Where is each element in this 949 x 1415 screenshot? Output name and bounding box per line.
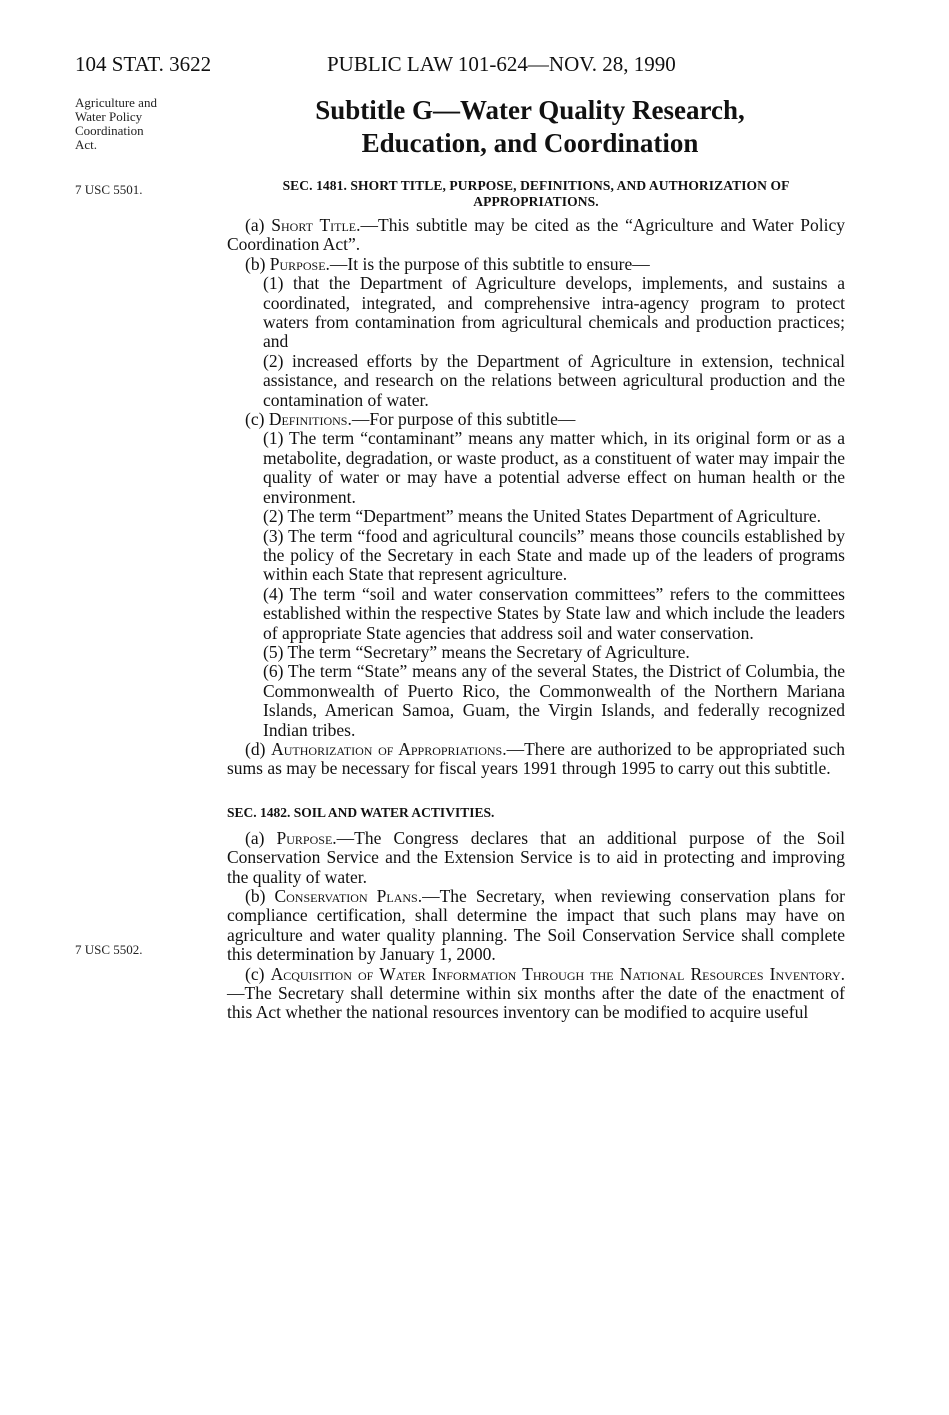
purpose-item-2: (2) increased efforts by the Department of Agriculture in extension, technical assistance, and research on the relations between agricultural production and the contamination of water. xyxy=(263,350,845,410)
paragraph-short-title: (a) Short Title.—This subtitle may be cited as the “Agriculture and Water Policy Coordination Act”. xyxy=(227,215,845,255)
stat-reference: 104 STAT. 3622 xyxy=(75,52,212,76)
subtitle-heading: Subtitle G—Water Quality Research, Education, and Coordination xyxy=(315,95,745,158)
definition-item-5: (5) The term “Secretary” means the Secretary of Agriculture. xyxy=(263,641,690,662)
section-1481-heading: SEC. 1481. SHORT TITLE, PURPOSE, DEFINITIONS, AND AUTHORIZATION OF APPROPRIATIONS. xyxy=(282,178,790,209)
definition-item-2: (2) The term “Department” means the United States Department of Agriculture. xyxy=(263,506,822,527)
section-1482-heading: SEC. 1482. SOIL AND WATER ACTIVITIES. xyxy=(227,804,495,820)
purpose-item-1: (1) that the Department of Agriculture develops, implements, and sustains a coordinated, integrated, and comprehensive intra-agency program to protect waters from contamination from agricultural chemicals and production practices; and xyxy=(263,273,845,352)
paragraph-conservation-plans: (b) Conservation Plans.—The Secretary, when reviewing conservation plans for compliance certification, shall determine the impact that such plans may have on agriculture and water quality planning. The Soil Conservation Service shall complete this determination by January 1, 2000. xyxy=(227,886,846,965)
paragraph-1482-purpose: (a) Purpose.—The Congress declares that an additional purpose of the Soil Conservation Service and the Extension Service is to aid in protecting and improving the quality of water. xyxy=(227,827,845,887)
margin-note-act-name: Agriculture and Water Policy Coordination Act. xyxy=(75,95,157,152)
definition-item-1: (1) The term “contaminant” means any matter which, in its original form or as a metabolite, degradation, or waste product, as a constituent of water may impair the quality of water or may have a potential adverse effect on human health or the environment. xyxy=(263,428,845,507)
margin-note-usc-5502: 7 USC 5502. xyxy=(75,942,143,957)
page-header xyxy=(75,52,855,82)
definition-item-3: (3) The term “food and agricultural councils” means those councils established by the policy of the Secretary in each State and made up of the leaders of programs within each State that represent agriculture. xyxy=(263,525,845,585)
definition-item-6: (6) The term “State” means any of the several States, the District of Columbia, the Commonwealth of Puerto Rico, the Commonwealth of the Northern Mariana Islands, American Samoa, Guam, the Virgin Islands, and federally recognized Indian tribes. xyxy=(263,661,845,740)
document-body xyxy=(227,178,845,1023)
public-law-reference: PUBLIC LAW 101-624—NOV. 28, 1990 xyxy=(327,52,676,76)
paragraph-definitions: (c) Definitions.—For purpose of this subtitle— xyxy=(245,409,576,430)
paragraph-purpose: (b) Purpose.—It is the purpose of this subtitle to ensure— xyxy=(245,253,650,274)
paragraph-acquisition-water-information: (c) Acquisition of Water Information Through the National Resources Inventory.—The Secretary shall determine within six months after the date of the enactment of this Act whether the national resources inventory can be modified to acquire useful xyxy=(227,963,845,1023)
margin-note-usc-5501: 7 USC 5501. xyxy=(75,182,143,197)
paragraph-authorization: (d) Authorization of Appropriations.—There are authorized to be appropriated such sums as may be necessary for fiscal years 1991 through 1995 to carry out this subtitle. xyxy=(227,738,846,779)
definition-item-4: (4) The term “soil and water conservation committees” refers to the committees established within the respective States by State law and which include the leaders of appropriate State agencies that address soil and water conservation. xyxy=(263,583,845,643)
